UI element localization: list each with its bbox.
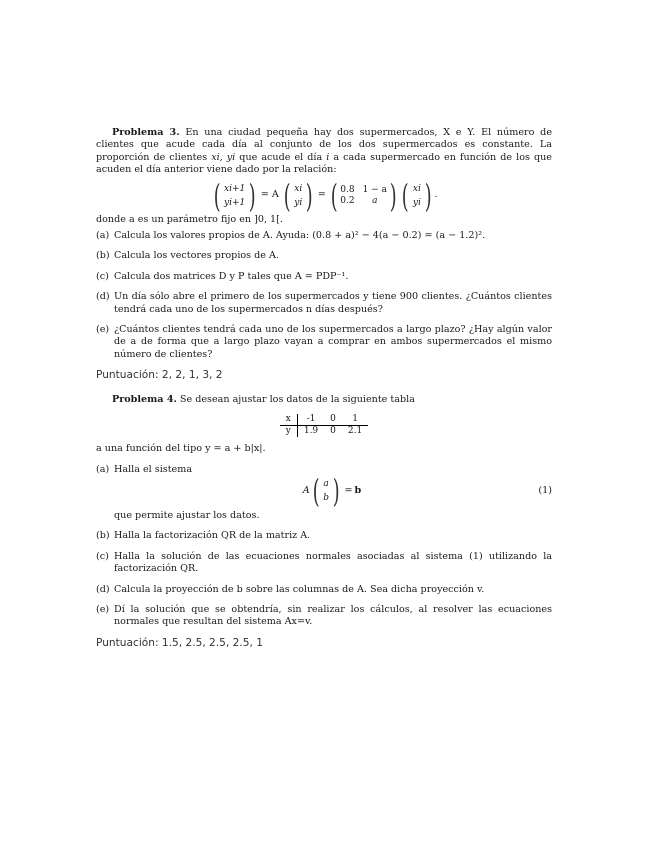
item-label: (e) — [96, 324, 110, 336]
p4-after-table: a una función del tipo y = a + b|x|. — [96, 443, 266, 455]
table-row — [280, 426, 368, 438]
item-text: Calcula los valores propios de A. Ayuda: (0.8 + a)² − 4(a − 0.2) = (a − 1.2)². — [114, 230, 486, 242]
item-text: Calcula la proyección de b sobre las columnas de A. Sea dicha proyección v. — [114, 583, 485, 595]
item-label: (d) — [96, 291, 110, 303]
m12: 1 − a — [362, 184, 387, 195]
item-label: (c) — [96, 270, 109, 282]
list-item — [96, 230, 552, 242]
table-header-x: x — [280, 414, 298, 426]
eq-sign: = — [317, 189, 326, 201]
item-text: Halla la solución de las ecuaciones normales asociadas al sistema (1) utilizando la factorización QR. — [114, 550, 552, 575]
item-text: ¿Cuántos clientes tendrá cada uno de los supermercados a largo plazo? ¿Hay algún valor de a de forma que a largo plazo vayan a comprar en ambos supermercados el mismo número de clientes? — [114, 324, 552, 360]
item-label: (a) — [96, 463, 110, 475]
matrix-a: ( 0.8 1 − a 0.2 a ) — [330, 176, 397, 215]
p4-items — [96, 530, 552, 628]
item-text: Dí la solución que se obtendría, sin realizar los cálculos, al resolver las ecuaciones normales que resultan del sistema Ax=v. — [114, 603, 552, 628]
p4-a-after: que permite ajustar los datos. — [114, 509, 260, 521]
table-cell: 2.1 — [347, 426, 363, 437]
list-item — [96, 271, 552, 283]
p3-intro — [96, 127, 552, 177]
list-item — [96, 551, 552, 576]
x-next: xi+1 — [224, 183, 246, 194]
data-table — [280, 414, 368, 437]
list-item — [96, 324, 552, 361]
system-equation — [96, 471, 552, 510]
table-header-y: y — [280, 426, 298, 438]
list-item — [96, 250, 552, 262]
p4-intro-text: Se desean ajustar los datos de la siguiente tabla — [179, 393, 415, 405]
eq-end: . — [434, 189, 438, 201]
table-cell: 0 — [330, 426, 336, 437]
p3-title: Problema 3. — [112, 127, 180, 138]
p3-items — [96, 230, 552, 361]
item-label: (c) — [96, 550, 109, 562]
table-row — [280, 414, 368, 426]
unknowns-vector: ( a b ) — [312, 471, 340, 510]
sys-rhs: b — [354, 484, 362, 496]
p4-title: Problema 4. — [112, 393, 177, 405]
m22: a — [372, 195, 378, 206]
item-text: Calcula los vectores propios de A. — [114, 250, 279, 262]
list-item — [96, 604, 552, 629]
list-item — [96, 464, 552, 476]
m21: 0.2 — [340, 195, 355, 206]
item-label: (e) — [96, 603, 110, 615]
p3-intro-rest2: a cada supermercado en función de los que acuden el día anterior viene dado por la relación: — [96, 151, 552, 176]
vec-current-2: ( xi yi ) — [402, 176, 432, 215]
item-text: Halla la factorización QR de la matriz A. — [114, 530, 311, 542]
list-item — [96, 530, 552, 542]
item-label: (b) — [96, 250, 110, 262]
unknown-a: a — [323, 478, 329, 489]
eq-sign-a: = A — [260, 189, 279, 201]
table-cell: 1.9 — [303, 426, 319, 437]
x-cur-2: xi — [412, 183, 421, 194]
y-cur-2: yi — [412, 197, 421, 208]
unknown-b: b — [323, 492, 329, 503]
sys-eq: = — [344, 484, 353, 496]
y-next: yi+1 — [224, 197, 246, 208]
p3-equation — [96, 176, 552, 215]
vec-next: ( xi+1 yi+1 ) — [213, 176, 256, 215]
p4-intro — [96, 394, 552, 406]
p4-score: Puntuación: 1.5, 2.5, 2.5, 2.5, 1 — [96, 636, 263, 649]
item-text: Calcula dos matrices D y P tales que A = PDP⁻¹. — [114, 270, 349, 282]
p3-intro-i: i — [326, 151, 330, 163]
item-label: (a) — [96, 230, 110, 242]
vec-current: ( xi yi ) — [283, 176, 313, 215]
exam-page — [96, 127, 552, 661]
item-label: (b) — [96, 530, 110, 542]
x-cur: xi — [294, 183, 303, 194]
p3-score: Puntuación: 2, 2, 1, 3, 2 — [96, 369, 223, 382]
equation-number: (1) — [538, 484, 552, 496]
item-text: Halla el sistema — [114, 463, 193, 475]
table-cell: 1 — [342, 414, 368, 426]
p3-after-eq: donde a es un parámetro fijo en ]0, 1[. — [96, 213, 283, 225]
list-item — [96, 584, 552, 596]
sys-matrix-a: A — [302, 484, 310, 496]
p3-intro-vars: xi, yi — [211, 151, 236, 163]
p3-intro-rest: que acude el día — [239, 151, 323, 163]
list-item — [96, 291, 552, 316]
table-cell: -1 — [297, 414, 324, 426]
item-label: (d) — [96, 583, 110, 595]
table-cell: 0 — [324, 414, 342, 426]
y-cur: yi — [294, 197, 303, 208]
p3-intro-text: En una ciudad pequeña hay dos supermercados, X e Y. El número de clientes que acude cada día al conjunto de los dos supermercados es constante. La proporción de clientes — [96, 127, 552, 163]
item-text: Un día sólo abre el primero de los supermercados y tiene 900 clientes. ¿Cuántos clientes tendrá cada uno de los supermercados n días después? — [114, 291, 552, 315]
m11: 0.8 — [340, 184, 355, 195]
